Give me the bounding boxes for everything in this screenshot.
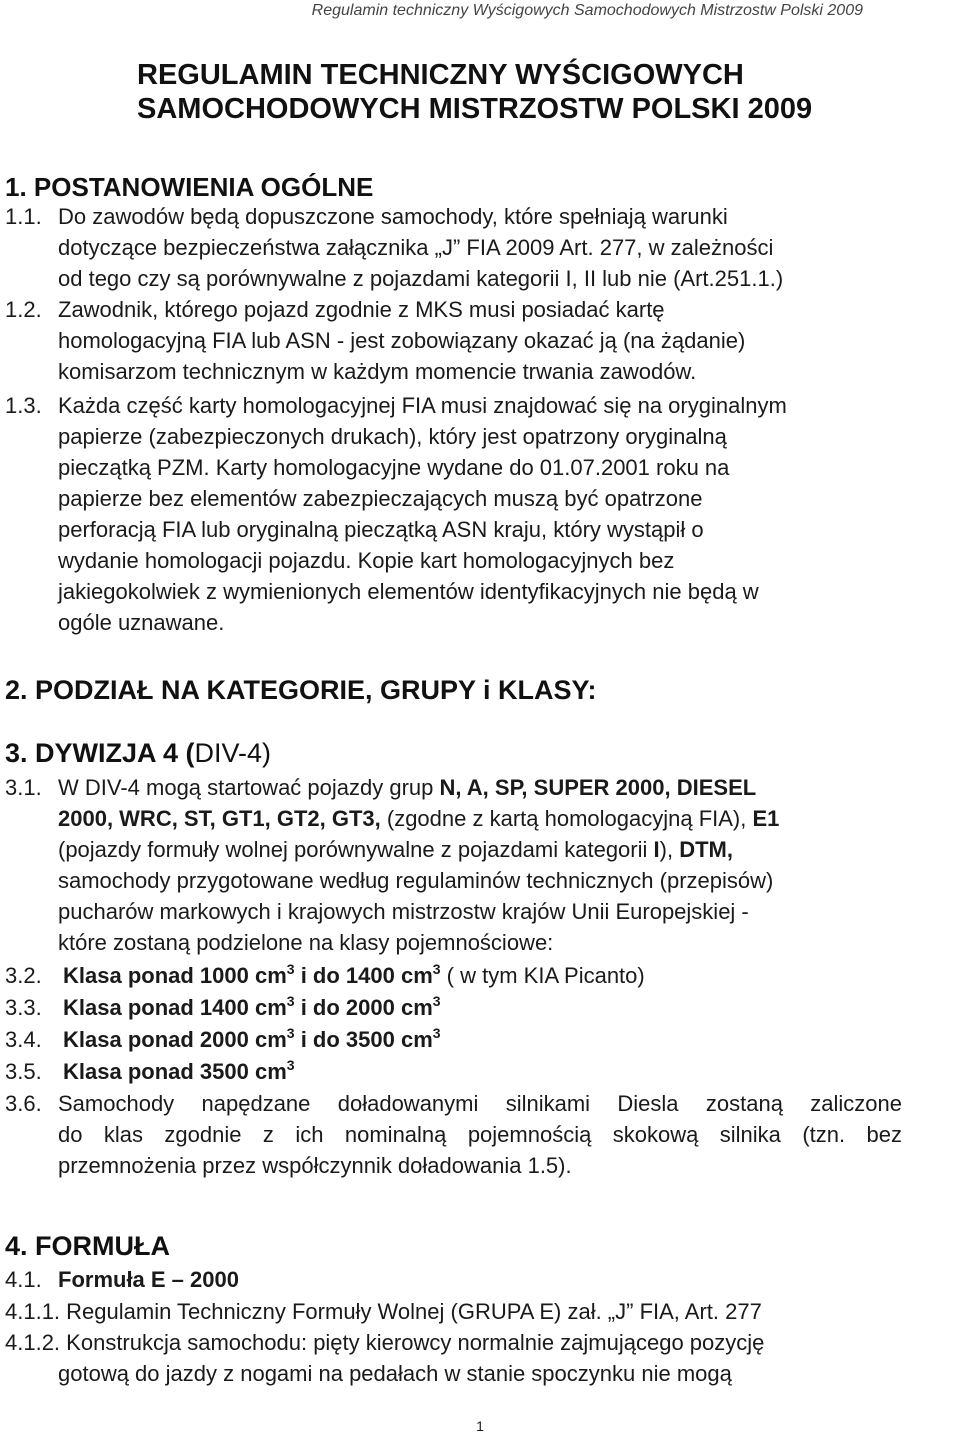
text-run: (zgodne z kartą homologacyjną FIA), bbox=[380, 806, 753, 831]
paragraph-line bbox=[5, 865, 779, 896]
paragraph-line: Konstrukcja samochodu: pięty kierowcy normalnie zajmującego pozycję bbox=[66, 1330, 765, 1355]
class-item bbox=[5, 1056, 295, 1087]
paragraph-line: ogóle uznawane. bbox=[58, 610, 225, 635]
superscript: 3 bbox=[432, 961, 441, 977]
running-header: Regulamin techniczny Wyścigowych Samochodowych Mistrzostw Polski 2009 bbox=[311, 2, 863, 19]
subsection-text: Regulamin Techniczny Formuły Wolnej (GRUPA E) zał. „J” FIA, Art. 277 bbox=[66, 1299, 762, 1324]
section-3-heading bbox=[5, 737, 271, 769]
paragraph-line bbox=[5, 927, 779, 958]
paragraph-line: Każda część karty homologacyjnej FIA musi znajdować się na oryginalnym bbox=[58, 393, 787, 418]
paragraph-line: papierze (zabezpieczonych drukach), który jest opatrzony oryginalną bbox=[58, 424, 727, 449]
paragraph-line: dotyczące bezpieczeństwa załącznika „J” FIA 2009 Art. 277, w zależności bbox=[58, 235, 774, 260]
paragraph-line bbox=[5, 834, 779, 865]
class-item bbox=[5, 960, 645, 991]
subsection-4-1 bbox=[5, 1264, 239, 1295]
paragraph-line: Samochody napędzane doładowanymi silnikami Diesla zostaną zaliczone bbox=[58, 1091, 902, 1116]
text-run: samochody przygotowane według regulaminów technicznych (przepisów) bbox=[58, 868, 774, 893]
class-text bbox=[63, 995, 441, 1020]
paragraph-line: perforacją FIA lub oryginalną pieczątką ASN kraju, który wystąpił o bbox=[58, 517, 704, 542]
bold-run: i do 2000 cm bbox=[294, 995, 433, 1020]
section-3-heading-rest: DIV-4) bbox=[194, 738, 272, 768]
bold-run: Klasa ponad 1400 cm bbox=[63, 995, 287, 1020]
subsection-number: 4.1. bbox=[5, 1267, 42, 1292]
paragraph-number: 3.1. bbox=[5, 775, 42, 800]
class-text bbox=[63, 963, 645, 988]
paragraph-number: 1.1. bbox=[5, 204, 42, 229]
subsection-number: 4.1.1. bbox=[5, 1299, 61, 1324]
paragraph-1-3 bbox=[5, 390, 787, 638]
class-text bbox=[63, 1027, 441, 1052]
class-item bbox=[5, 1024, 441, 1055]
document-title bbox=[137, 58, 897, 126]
bold-run: i do 3500 cm bbox=[294, 1027, 433, 1052]
paragraph-line bbox=[58, 775, 756, 800]
subsection-number: 4.1.2. bbox=[5, 1330, 61, 1355]
bold-run: i do 1400 cm bbox=[294, 963, 433, 988]
paragraph-line: papierze bez elementów zabezpieczających muszą być opatrzone bbox=[58, 486, 703, 511]
class-number: 3.5. bbox=[5, 1059, 42, 1084]
text-run: pucharów markowych i krajowych mistrzostw krajów Unii Europejskiej - bbox=[58, 899, 749, 924]
paragraph-line: homologacyjną FIA lub ASN - jest zobowiązany okazać ją (na żądanie) bbox=[58, 328, 746, 353]
bold-run: Klasa ponad 1000 cm bbox=[63, 963, 287, 988]
text-run: ( w tym KIA Picanto) bbox=[440, 963, 645, 988]
paragraph-line: przemnożenia przez współczynnik doładowania 1.5). bbox=[58, 1153, 572, 1178]
paragraph-3-6 bbox=[5, 1088, 955, 1181]
subsection-4-1-2 bbox=[5, 1327, 764, 1389]
title-line: SAMOCHODOWYCH MISTRZOSTW POLSKI 2009 bbox=[137, 93, 813, 125]
section-4-heading: 4. FORMUŁA bbox=[5, 1231, 170, 1261]
paragraph-1-2 bbox=[5, 294, 745, 387]
bold-run: Klasa ponad 2000 cm bbox=[63, 1027, 287, 1052]
superscript: 3 bbox=[286, 993, 295, 1009]
paragraph-line: Do zawodów będą dopuszczone samochody, które spełniają warunki bbox=[58, 204, 728, 229]
paragraph-number: 1.3. bbox=[5, 393, 42, 418]
paragraph-3-1 bbox=[5, 772, 779, 958]
paragraph-line: Zawodnik, którego pojazd zgodnie z MKS musi posiadać kartę bbox=[58, 297, 665, 322]
section-3-heading-bold: 3. DYWIZJA 4 ( bbox=[5, 738, 195, 768]
paragraph-line bbox=[5, 896, 779, 927]
title-line: REGULAMIN TECHNICZNY WYŚCIGOWYCH bbox=[137, 59, 744, 91]
class-number: 3.4. bbox=[5, 1027, 42, 1052]
paragraph-line: jakiegokolwiek z wymienionych elementów identyfikacyjnych nie będą w bbox=[58, 579, 759, 604]
superscript: 3 bbox=[432, 1025, 441, 1041]
paragraph-line: gotową do jazdy z nogami na pedałach w stanie spoczynku nie mogą bbox=[58, 1361, 732, 1386]
text-run: W DIV-4 mogą startować pojazdy grup bbox=[58, 775, 440, 800]
subsection-title: Formuła E – 2000 bbox=[58, 1267, 239, 1292]
paragraph-number: 1.2. bbox=[5, 297, 42, 322]
class-item bbox=[5, 992, 441, 1023]
bold-run: I bbox=[653, 837, 660, 862]
bold-run: E1 bbox=[752, 806, 780, 831]
superscript: 3 bbox=[286, 961, 295, 977]
text-run: ), bbox=[659, 837, 680, 862]
text-run: które zostaną podzielone na klasy pojemnościowe: bbox=[58, 930, 554, 955]
superscript: 3 bbox=[286, 1057, 295, 1073]
paragraph-line bbox=[5, 803, 779, 834]
bold-run: N, A, SP, SUPER 2000, DIESEL bbox=[439, 775, 757, 800]
paragraph-line: pieczątką PZM. Karty homologacyjne wydane do 01.07.2001 roku na bbox=[58, 455, 730, 480]
class-text bbox=[63, 1059, 295, 1084]
page-number: 1 bbox=[476, 1418, 484, 1434]
class-number: 3.3. bbox=[5, 995, 42, 1020]
superscript: 3 bbox=[286, 1025, 295, 1041]
text-run: (pojazdy formuły wolnej porównywalne z pojazdami kategorii bbox=[58, 837, 654, 862]
paragraph-line: wydanie homologacji pojazdu. Kopie kart homologacyjnych bez bbox=[58, 548, 675, 573]
subsection-4-1-1 bbox=[5, 1296, 762, 1327]
paragraph-1-1 bbox=[5, 201, 783, 294]
bold-run: Klasa ponad 3500 cm bbox=[63, 1059, 287, 1084]
paragraph-line: od tego czy są porównywalne z pojazdami kategorii I, II lub nie (Art.251.1.) bbox=[58, 266, 784, 291]
paragraph-number: 3.6. bbox=[5, 1091, 42, 1116]
section-1-heading: 1. POSTANOWIENIA OGÓLNE bbox=[5, 172, 374, 202]
class-number: 3.2. bbox=[5, 963, 42, 988]
bold-run: DTM, bbox=[679, 837, 733, 862]
paragraph-line: do klas zgodnie z ich nominalną pojemnością skokową silnika (tzn. bez bbox=[58, 1122, 902, 1147]
bold-run: 2000, WRC, ST, GT1, GT2, GT3, bbox=[58, 806, 381, 831]
section-2-heading: 2. PODZIAŁ NA KATEGORIE, GRUPY i KLASY: bbox=[5, 675, 597, 705]
superscript: 3 bbox=[432, 993, 441, 1009]
paragraph-line: komisarzom technicznym w każdym momencie trwania zawodów. bbox=[58, 359, 697, 384]
